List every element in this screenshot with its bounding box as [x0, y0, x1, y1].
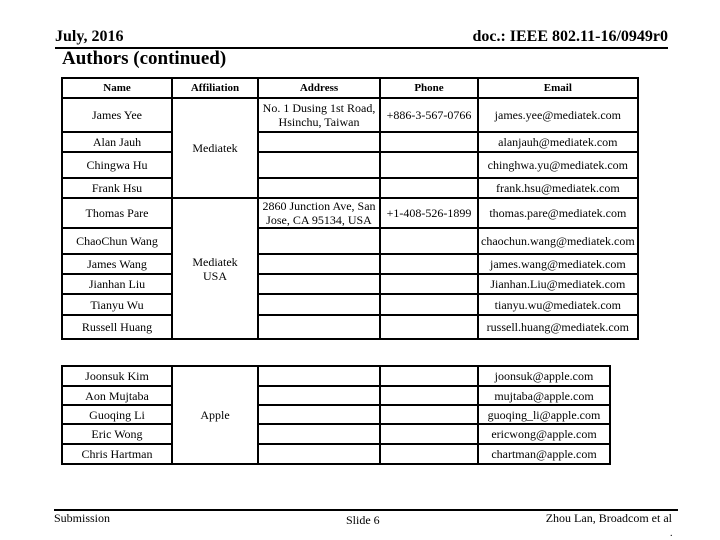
address-cell	[258, 444, 380, 464]
table-row	[62, 178, 638, 198]
table-row	[62, 315, 638, 339]
email-cell: alanjauh@mediatek.com	[478, 132, 638, 152]
table-row	[62, 254, 638, 274]
phone-cell	[380, 405, 478, 424]
phone-cell	[380, 315, 478, 339]
phone-cell	[380, 178, 478, 198]
address-cell	[258, 178, 380, 198]
address-cell	[258, 274, 380, 294]
author-name: Joonsuk Kim	[62, 366, 172, 386]
footer-dot: .	[670, 528, 673, 539]
email-cell: thomas.pare@mediatek.com	[478, 198, 638, 228]
email-cell: james.wang@mediatek.com	[478, 254, 638, 274]
table-row	[62, 444, 610, 464]
header-doc-id: doc.: IEEE 802.11-16/0949r0	[472, 28, 668, 45]
email-cell: frank.hsu@mediatek.com	[478, 178, 638, 198]
address-cell	[258, 405, 380, 424]
email-cell: chartman@apple.com	[478, 444, 610, 464]
author-name: James Yee	[62, 98, 172, 132]
address-cell: No. 1 Dusing 1st Road, Hsinchu, Taiwan	[258, 98, 380, 132]
email-cell: joonsuk@apple.com	[478, 366, 610, 386]
table-row	[62, 366, 610, 386]
author-name: Frank Hsu	[62, 178, 172, 198]
address-cell: 2860 Junction Ave, San Jose, CA 95134, USA	[258, 198, 380, 228]
author-name: James Wang	[62, 254, 172, 274]
author-name: Russell Huang	[62, 315, 172, 339]
author-name: Tianyu Wu	[62, 294, 172, 315]
phone-cell: +1-408-526-1899	[380, 198, 478, 228]
header-date: July, 2016	[55, 28, 124, 45]
authors-table-apple	[61, 365, 611, 465]
address-cell	[258, 152, 380, 178]
email-cell: chaochun.wang@mediatek.com	[478, 228, 638, 254]
table-row	[62, 294, 638, 315]
column-header-email: Email	[478, 78, 638, 98]
phone-cell	[380, 132, 478, 152]
author-name: Eric Wong	[62, 424, 172, 444]
table-row	[62, 405, 610, 424]
affiliation-cell: Mediatek	[172, 98, 258, 198]
address-cell	[258, 386, 380, 405]
address-cell	[258, 254, 380, 274]
address-cell	[258, 424, 380, 444]
phone-cell	[380, 274, 478, 294]
footer-slide-number: Slide 6	[346, 513, 380, 527]
email-cell: guoqing_li@apple.com	[478, 405, 610, 424]
phone-cell	[380, 386, 478, 405]
email-cell: Jianhan.Liu@mediatek.com	[478, 274, 638, 294]
author-name: Thomas Pare	[62, 198, 172, 228]
footer-author: Zhou Lan, Broadcom et al	[545, 511, 672, 525]
column-header-phone: Phone	[380, 78, 478, 98]
affiliation-cell: Mediatek USA	[172, 198, 258, 339]
phone-cell	[380, 228, 478, 254]
authors-table-mediatek	[61, 77, 639, 340]
table-row	[62, 198, 638, 228]
table-header-row	[62, 78, 638, 98]
author-name: Chris Hartman	[62, 444, 172, 464]
author-name: Guoqing Li	[62, 405, 172, 424]
email-cell: ericwong@apple.com	[478, 424, 610, 444]
phone-cell	[380, 424, 478, 444]
email-cell: mujtaba@apple.com	[478, 386, 610, 405]
author-name: Chingwa Hu	[62, 152, 172, 178]
email-cell: james.yee@mediatek.com	[478, 98, 638, 132]
slide-title: Authors (continued)	[62, 48, 227, 69]
email-cell: tianyu.wu@mediatek.com	[478, 294, 638, 315]
author-name: Alan Jauh	[62, 132, 172, 152]
address-cell	[258, 315, 380, 339]
address-cell	[258, 366, 380, 386]
table-row	[62, 274, 638, 294]
table-row	[62, 152, 638, 178]
phone-cell	[380, 444, 478, 464]
column-header-address: Address	[258, 78, 380, 98]
column-header-name: Name	[62, 78, 172, 98]
phone-cell	[380, 254, 478, 274]
table-row	[62, 386, 610, 405]
author-name: Jianhan Liu	[62, 274, 172, 294]
footer-submission: Submission	[54, 511, 111, 525]
affiliation-cell: Apple	[172, 366, 258, 464]
phone-cell	[380, 294, 478, 315]
phone-cell	[380, 152, 478, 178]
table-row	[62, 132, 638, 152]
address-cell	[258, 132, 380, 152]
author-name: Aon Mujtaba	[62, 386, 172, 405]
table-row	[62, 228, 638, 254]
phone-cell	[380, 366, 478, 386]
address-cell	[258, 228, 380, 254]
author-name: ChaoChun Wang	[62, 228, 172, 254]
table-row	[62, 98, 638, 132]
column-header-affiliation: Affiliation	[172, 78, 258, 98]
email-cell: russell.huang@mediatek.com	[478, 315, 638, 339]
phone-cell: +886-3-567-0766	[380, 98, 478, 132]
address-cell	[258, 294, 380, 315]
table-row	[62, 424, 610, 444]
email-cell: chinghwa.yu@mediatek.com	[478, 152, 638, 178]
